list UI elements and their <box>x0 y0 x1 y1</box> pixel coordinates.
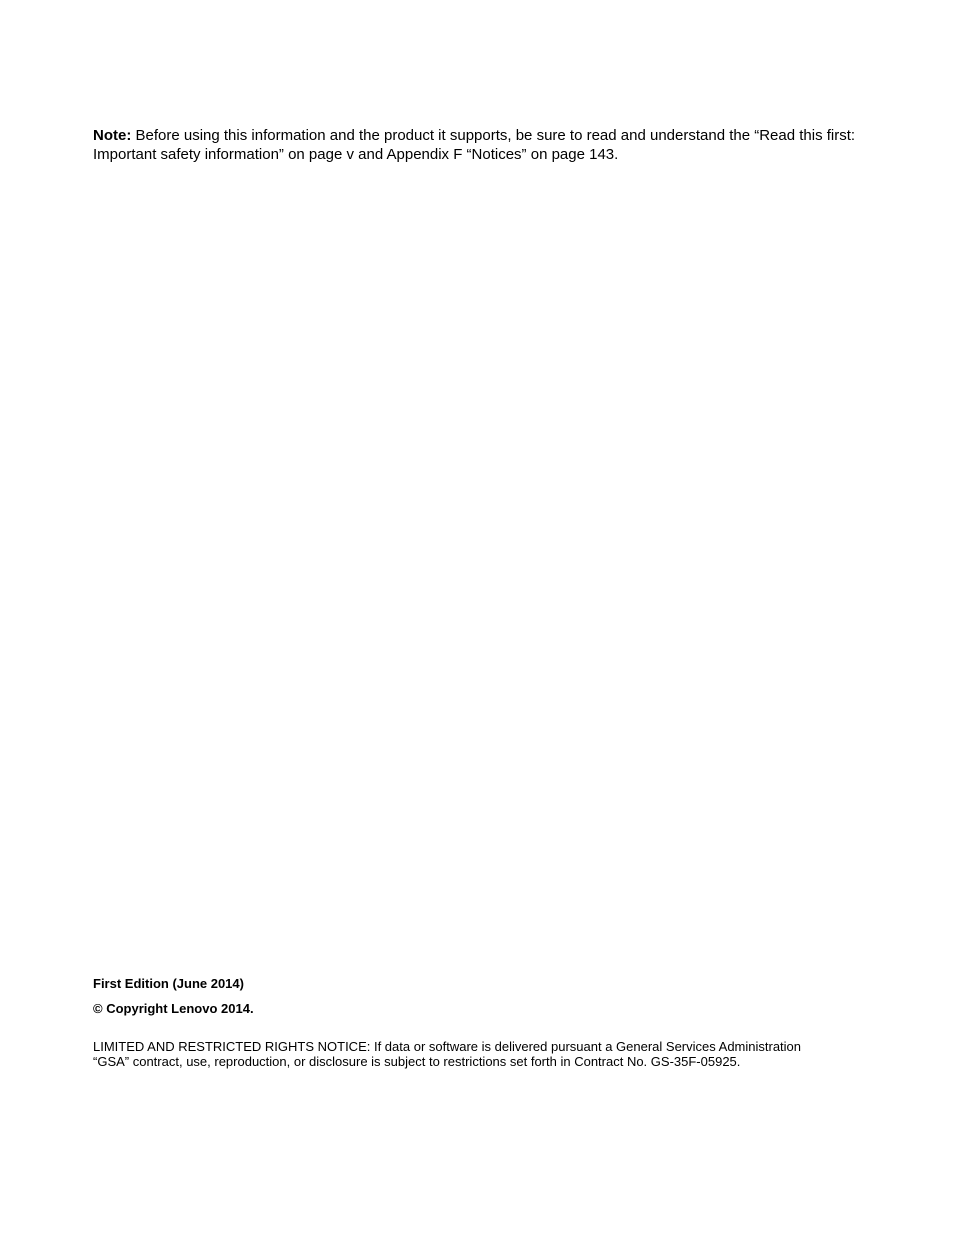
rights-notice-line-1: LIMITED AND RESTRICTED RIGHTS NOTICE: If data or software is delivered pursuant a General Services Administration <box>93 1039 802 1054</box>
edition-statement: First Edition (June 2014) <box>93 976 244 991</box>
rights-notice-line-2: “GSA” contract, use, reproduction, or disclosure is subject to restrictions set forth in Contract No. GS-35F-05925. <box>93 1054 741 1069</box>
note-label: Note: <box>93 127 132 144</box>
note-text: Before using this information and the product it supports, be sure to read and understand the “Read this first: Important safety information” on page v and Appendix F “Notices” on page 143. <box>93 127 856 163</box>
safety-note <box>93 126 863 164</box>
copyright-statement: © Copyright Lenovo 2014. <box>93 1001 254 1016</box>
rights-notice <box>93 1039 873 1069</box>
